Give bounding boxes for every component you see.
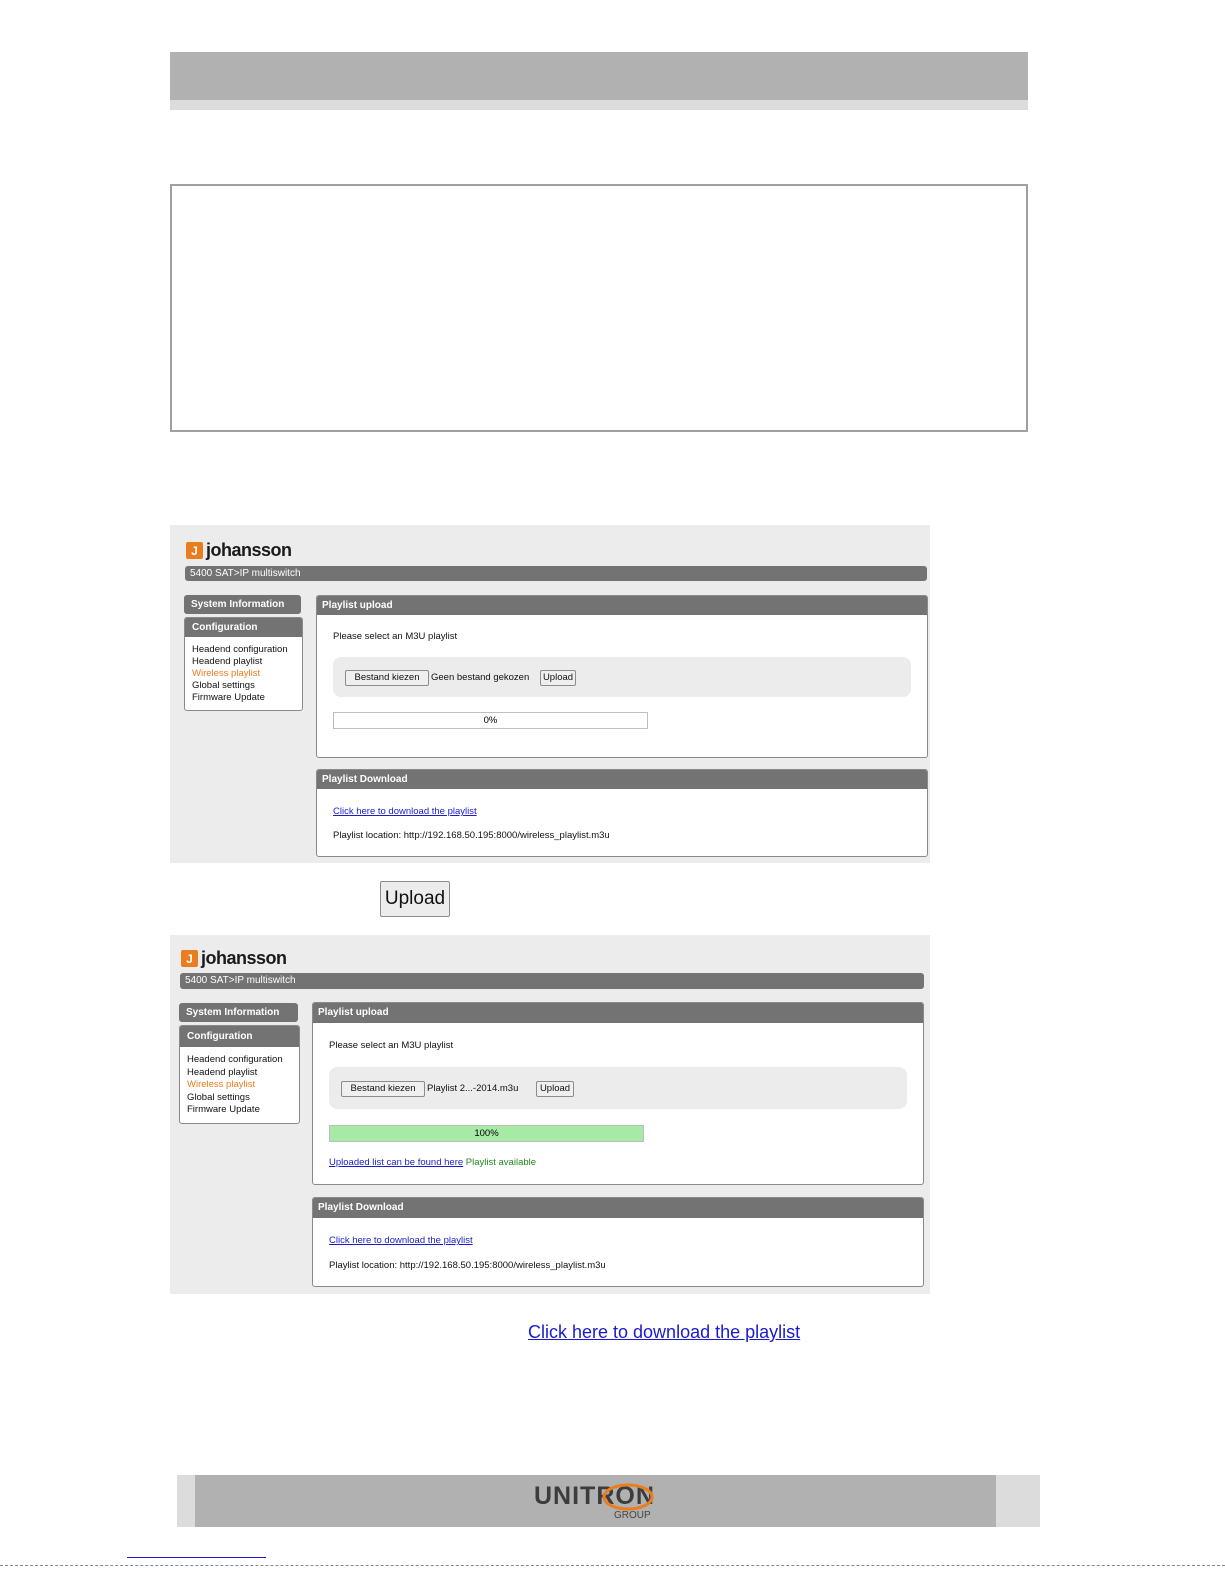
nav-item-headend-configuration[interactable]: Headend configuration xyxy=(192,644,288,655)
unitron-logo xyxy=(534,1482,655,1521)
brand-name: johansson xyxy=(201,948,287,968)
nav-item-headend-playlist[interactable]: Headend playlist xyxy=(192,656,263,667)
nav-item-firmware-update[interactable]: Firmware Update xyxy=(192,692,265,703)
file-picker-row xyxy=(329,1067,907,1109)
unitron-logo-word: UNITRON xyxy=(534,1482,655,1510)
upload-result-row xyxy=(329,1157,536,1168)
brand-name: johansson xyxy=(206,540,292,560)
upload-button[interactable]: Upload xyxy=(540,670,576,686)
screenshot-before-upload xyxy=(170,525,930,863)
unitron-logo-sub: GROUP xyxy=(614,1510,651,1521)
panel-title: Playlist upload xyxy=(313,1003,923,1023)
nav-item-headend-configuration[interactable]: Headend configuration xyxy=(187,1054,283,1065)
playlist-download-panel xyxy=(312,1197,924,1287)
nav-item-wireless-playlist[interactable]: Wireless playlist xyxy=(187,1079,256,1090)
nav-configuration-box xyxy=(179,1025,300,1124)
panel-title: Playlist Download xyxy=(317,770,927,789)
device-title-bar: 5400 SAT>IP multiswitch xyxy=(185,566,927,581)
upload-button[interactable]: Upload xyxy=(536,1081,574,1097)
nav-item-global-settings[interactable]: Global settings xyxy=(192,680,255,691)
nav-system-information-label: System Information xyxy=(179,1003,298,1022)
nav-item-global-settings[interactable]: Global settings xyxy=(187,1091,250,1103)
logo-mark-icon: J xyxy=(181,950,198,967)
choose-file-button[interactable]: Bestand kiezen xyxy=(341,1081,425,1097)
nav-configuration-box xyxy=(184,617,303,711)
panel-title: Playlist Download xyxy=(313,1198,923,1218)
playlist-status: Playlist available xyxy=(465,1157,537,1168)
nav-item-wireless-playlist[interactable]: Wireless playlist xyxy=(192,668,261,679)
page-bottom-rule xyxy=(0,1565,1225,1566)
upload-button-callout[interactable]: Upload xyxy=(380,881,450,917)
unitron-swoosh-icon xyxy=(600,1480,656,1514)
footnote-link-rule xyxy=(127,1557,266,1558)
nav-item-headend-playlist[interactable]: Headend playlist xyxy=(187,1066,258,1078)
nav-configuration-header[interactable]: Configuration xyxy=(185,618,302,637)
nav-system-information-label: System Information xyxy=(184,595,301,614)
playlist-upload-panel xyxy=(312,1002,924,1185)
download-playlist-link[interactable]: Click here to download the playlist xyxy=(329,1235,473,1246)
upload-prompt: Please select an M3U playlist xyxy=(329,1040,454,1051)
progress-label: 0% xyxy=(483,715,498,726)
download-link-callout[interactable]: Click here to download the playlist xyxy=(528,1322,801,1342)
nav-system-information[interactable] xyxy=(179,1003,298,1022)
logo-mark-icon: J xyxy=(186,542,203,559)
playlist-download-panel xyxy=(316,769,928,857)
progress-label: 100% xyxy=(474,1128,499,1139)
johansson-logo xyxy=(186,540,292,561)
choose-file-button[interactable]: Bestand kiezen xyxy=(345,670,429,686)
upload-progress-bar xyxy=(329,1125,644,1142)
device-title-bar: 5400 SAT>IP multiswitch xyxy=(180,973,924,989)
upload-progress-bar xyxy=(333,712,648,729)
nav-system-information[interactable] xyxy=(184,595,301,613)
file-picker-row xyxy=(333,657,911,697)
nav-item-firmware-update[interactable]: Firmware Update xyxy=(187,1104,260,1115)
uploaded-list-link[interactable]: Uploaded list can be found here xyxy=(329,1157,464,1168)
johansson-logo xyxy=(181,948,287,969)
nav-configuration-header[interactable]: Configuration xyxy=(180,1026,299,1047)
empty-note-box xyxy=(170,184,1028,432)
page-header-band xyxy=(170,52,1028,100)
screenshot-after-upload xyxy=(170,935,930,1294)
playlist-location: Playlist location: http://192.168.50.195:8000/wireless_playlist.m3u xyxy=(333,830,610,841)
file-status: Geen bestand gekozen xyxy=(431,672,530,683)
upload-prompt: Please select an M3U playlist xyxy=(333,631,458,642)
playlist-location: Playlist location: http://192.168.50.195:8000/wireless_playlist.m3u xyxy=(329,1260,606,1271)
page-header-strip xyxy=(170,100,1028,110)
playlist-upload-panel xyxy=(316,595,928,758)
panel-title: Playlist upload xyxy=(317,596,927,615)
download-playlist-link[interactable]: Click here to download the playlist xyxy=(333,806,477,817)
file-status: Playlist 2...-2014.m3u xyxy=(427,1083,519,1094)
